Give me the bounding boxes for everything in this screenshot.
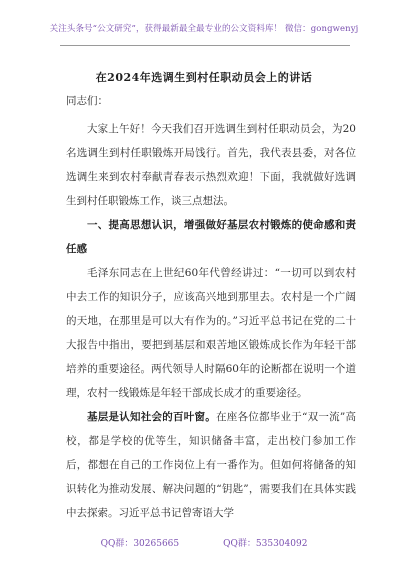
footer-contacts (0, 536, 408, 549)
header-divider (60, 45, 350, 46)
salutation: 同志们： (66, 95, 108, 107)
paragraph-lead-phrase: 基层是认知社会的百叶窗。 (87, 411, 216, 423)
section-1-paragraph-2-text (66, 405, 356, 525)
intro-text: 大家上午好！今天我们召开选调生到村任职动员会，为20名选调生到村任职锻炼开局饯行。首先，我代表县委，对各位选调生来到农村奉献青春表示热烈欢迎！下面，我就做好选调生到村任职锻炼工作，谈三点想法。 (66, 123, 356, 207)
section-1-paragraph-1-text: 毛泽东同志在上世纪60年代曾经讲过：“一切可以到农村中去工作的知识分子，应该高兴地到那里去。农村是一个广阔的天地，在那里是可以大有作为的。”习近平总书记在党的二十大报告中指出，要把到基层和艰苦地区锻炼成长作为年轻干部培养的重要途径。两代领导人时隔60年的论断都在说明一个道理，农村一线锻炼是年轻干部成长成才的重要途径。 (66, 267, 356, 399)
footer-qq-group-1: QQ群：30265665 (100, 539, 180, 549)
document-title: 在2024年选调生到村任职动员会上的讲话 (95, 71, 313, 84)
intro-paragraph (66, 117, 356, 213)
footer-qq-group-2: QQ群：535304092 (223, 539, 308, 549)
section-1-paragraph-1 (66, 261, 356, 405)
section-1-heading: 一、提高思想认识，增强做好基层农村锻炼的使命感和责任感 (66, 219, 356, 255)
paragraph-body: 在座各位都毕业于“双一流”高校，都是学校的优等生，知识储备丰富，走出校门参加工作后，都想在自己的工作岗位上有一番作为。但如何将储备的知识转化为推动发展、解决问题的“钥匙”，需要我们在具体实践中去探索。习近平总书记曾寄语大学 (66, 411, 356, 519)
header-promo-note: 关注头条号“公文研究”，获得最新最全最专业的公文资料库！ 微信：gongwenyj (49, 24, 359, 34)
section-1-paragraph-2 (66, 405, 356, 525)
